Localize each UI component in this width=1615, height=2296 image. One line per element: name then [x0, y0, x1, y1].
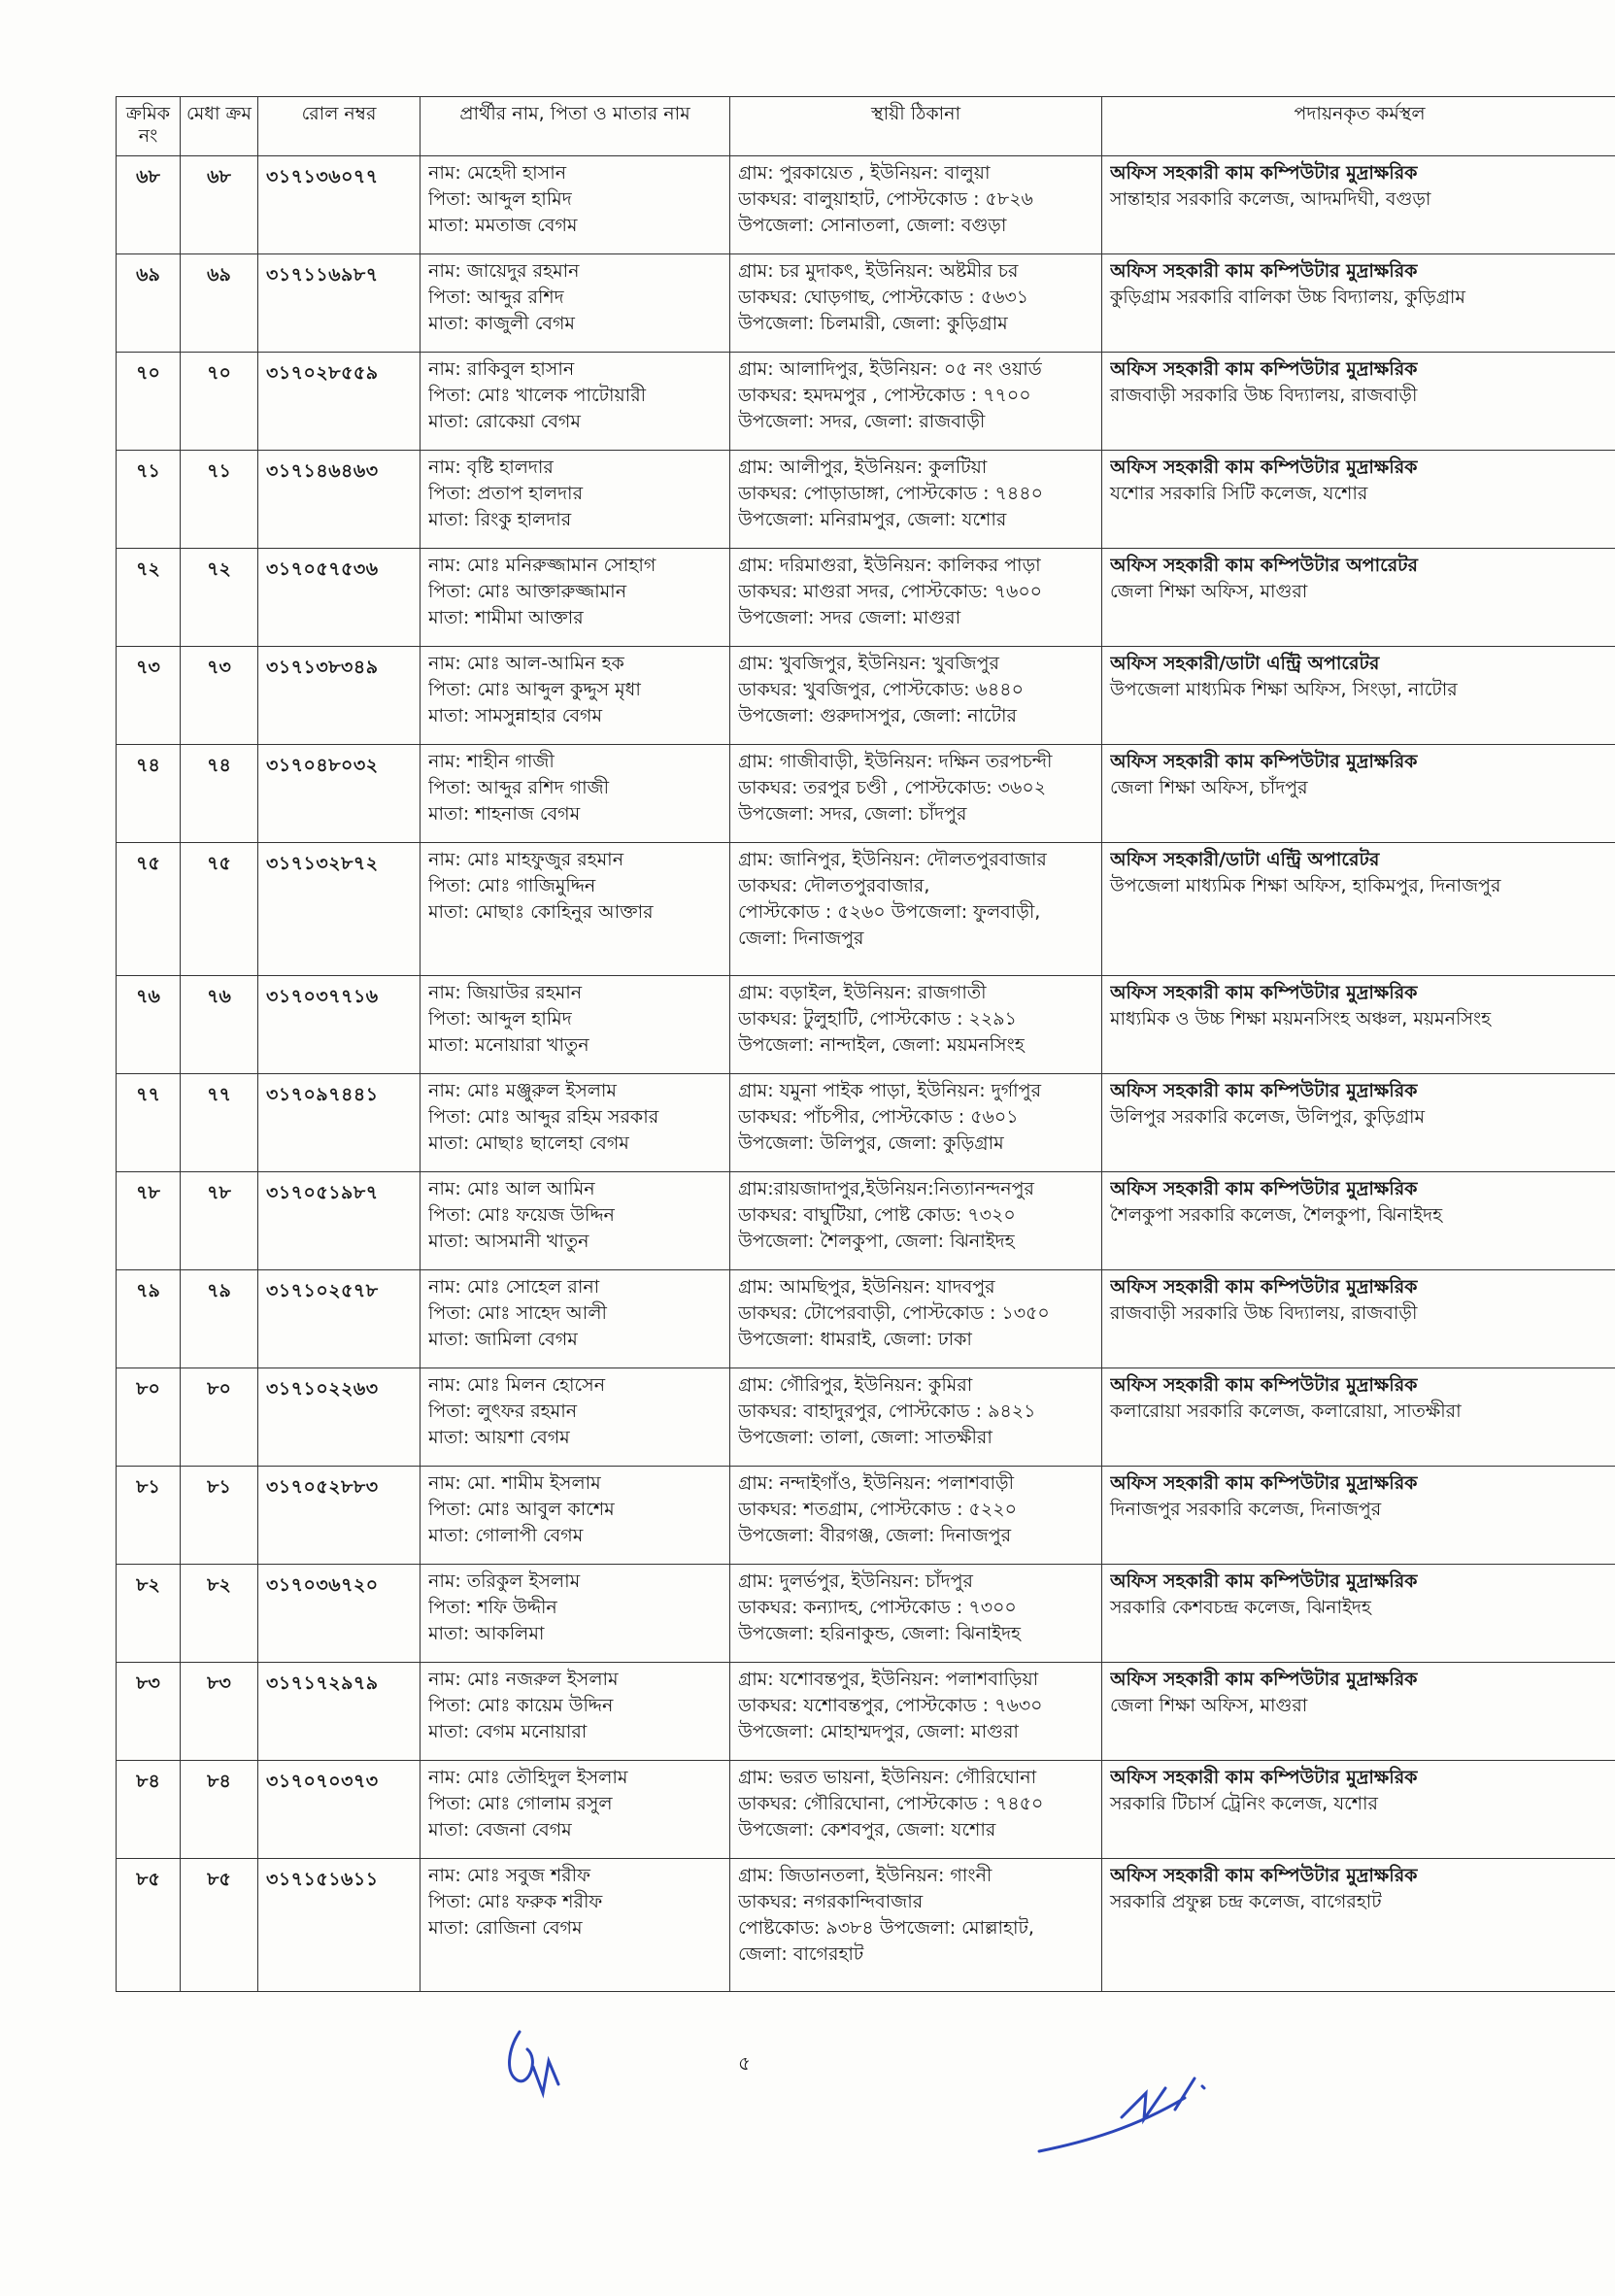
- name-line: নাম: রাকিবুল হাসান: [428, 358, 575, 380]
- posting-place: সরকারি টিচার্স ট্রেনিং কলেজ, যশোর: [1110, 1793, 1379, 1814]
- name-line: পিতা: মোঃ গোলাম রসুল: [428, 1793, 613, 1814]
- merit-cell: ৭৬: [181, 976, 258, 1074]
- serial-cell: ৭০: [117, 353, 181, 451]
- header-serial: ক্রমিক নং: [117, 97, 181, 156]
- merit-cell: ৮২: [181, 1565, 258, 1663]
- name-line: পিতা: মোঃ ফয়েজ উদ্দিন: [428, 1204, 615, 1226]
- posting-title: অফিস সহকারী কাম কম্পিউটার মুদ্রাক্ষরিক: [1110, 162, 1418, 184]
- signature-right: [1029, 2059, 1224, 2166]
- address-line: ডাকঘর: টুলুহাটি, পোস্টকোড : ২২৯১: [738, 1008, 1017, 1030]
- name-line: মাতা: মোছাঃ কোহিনুর আক্তার: [428, 901, 654, 923]
- address-line: গ্রাম: যমুনা পাইক পাড়া, ইউনিয়ন: দুর্গাপুর: [738, 1080, 1042, 1101]
- serial-cell: ৮০: [117, 1368, 181, 1467]
- name-line: নাম: মোঃ সবুজ শরীফ: [428, 1865, 590, 1886]
- page-number: ৫: [738, 2051, 751, 2075]
- serial-cell: ৮১: [117, 1467, 181, 1565]
- posting-title: অফিস সহকারী/ডাটা এন্ট্রি অপারেটর: [1110, 653, 1380, 674]
- address-cell: [730, 843, 1102, 976]
- posting-place: মাধ্যমিক ও উচ্চ শিক্ষা ময়মনসিংহ অঞ্চল, ময়মনসিংহ: [1110, 1008, 1492, 1030]
- name-line: নাম: বৃষ্টি হালদার: [428, 456, 554, 478]
- name-line: নাম: মোঃ মাহফুজুর রহমান: [428, 849, 624, 870]
- address-line: উপজেলা: চিলমারী, জেলা: কুড়িগ্রাম: [738, 313, 1008, 334]
- posting-cell: [1102, 976, 1615, 1074]
- table-row: [117, 156, 1615, 254]
- posting-cell: [1102, 451, 1615, 549]
- name-line: মাতা: বেগম মনোয়ারা: [428, 1721, 588, 1742]
- merit-cell: ৬৮: [181, 156, 258, 254]
- name-line: মাতা: শাহনাজ বেগম: [428, 803, 581, 825]
- posting-title: অফিস সহকারী কাম কম্পিউটার মুদ্রাক্ষরিক: [1110, 1472, 1418, 1494]
- address-line: গ্রাম: দুলর্ভপুর, ইউনিয়ন: চাঁদপুর: [738, 1570, 973, 1592]
- address-cell: [730, 1467, 1102, 1565]
- address-line: গ্রাম: চর মুদাকৎ, ইউনিয়ন: অষ্টমীর চর: [738, 260, 1019, 282]
- address-line: উপজেলা: সদর জেলা: মাগুরা: [738, 607, 961, 628]
- name-line: নাম: মো. শামীম ইসলাম: [428, 1472, 601, 1494]
- address-line: গ্রাম: জিডানতলা, ইউনিয়ন: গাংনী: [738, 1865, 993, 1886]
- table-row: [117, 451, 1615, 549]
- posting-title: অফিস সহকারী কাম কম্পিউটার মুদ্রাক্ষরিক: [1110, 1570, 1418, 1592]
- serial-cell: ৮২: [117, 1565, 181, 1663]
- merit-cell: ৭২: [181, 549, 258, 647]
- header-name: প্রার্থীর নাম, পিতা ও মাতার নাম: [421, 97, 730, 156]
- serial-cell: ৭৩: [117, 647, 181, 745]
- posting-cell: [1102, 647, 1615, 745]
- posting-place: রাজবাড়ী সরকারি উচ্চ বিদ্যালয়, রাজবাড়ী: [1110, 1302, 1418, 1324]
- name-cell: [421, 254, 730, 353]
- address-cell: [730, 1368, 1102, 1467]
- address-cell: [730, 647, 1102, 745]
- posting-place: জেলা শিক্ষা অফিস, চাঁদপুর: [1110, 777, 1308, 798]
- table-row: [117, 976, 1615, 1074]
- posting-cell: [1102, 1761, 1615, 1859]
- posting-cell: [1102, 1565, 1615, 1663]
- name-line: পিতা: প্রতাপ হালদার: [428, 483, 584, 504]
- name-line: মাতা: জামিলা বেগম: [428, 1329, 578, 1350]
- address-line: উপজেলা: মোহাম্মদপুর, জেলা: মাগুরা: [738, 1721, 1019, 1742]
- address-cell: [730, 549, 1102, 647]
- name-cell: [421, 745, 730, 843]
- name-line: পিতা: মোঃ কায়েম উদ্দিন: [428, 1695, 614, 1716]
- posting-title: অফিস সহকারী কাম কম্পিউটার মুদ্রাক্ষরিক: [1110, 1669, 1418, 1690]
- address-line: উপজেলা: মনিরামপুর, জেলা: যশোর: [738, 509, 1007, 530]
- name-cell: [421, 353, 730, 451]
- name-line: নাম: মোঃ মঞ্জুরুল ইসলাম: [428, 1080, 617, 1101]
- table-row: [117, 549, 1615, 647]
- table-row: [117, 1663, 1615, 1761]
- name-line: পিতা: মোঃ গাজিমুদ্দিন: [428, 875, 596, 896]
- header-merit: মেধা ক্রম: [181, 97, 258, 156]
- posting-cell: [1102, 254, 1615, 353]
- name-cell: [421, 451, 730, 549]
- serial-cell: ৭৯: [117, 1270, 181, 1368]
- address-line: উপজেলা: কেশবপুর, জেলা: যশোর: [738, 1819, 996, 1840]
- name-cell: [421, 647, 730, 745]
- name-line: নাম: মোঃ মিলন হোসেন: [428, 1374, 606, 1396]
- address-cell: [730, 1663, 1102, 1761]
- address-line: ডাকঘর: কন্যাদহ, পোস্টকোড : ৭৩০০: [738, 1597, 1017, 1618]
- name-cell: [421, 1859, 730, 1992]
- name-cell: [421, 1565, 730, 1663]
- name-cell: [421, 549, 730, 647]
- posting-place: শৈলকুপা সরকারি কলেজ, শৈলকুপা, ঝিনাইদহ: [1110, 1204, 1443, 1226]
- address-line: ডাকঘর: গৌরিঘোনা, পোস্টকোড : ৭৪৫০: [738, 1793, 1044, 1814]
- posting-cell: [1102, 1074, 1615, 1172]
- name-line: পিতা: মোঃ ফরুক শরীফ: [428, 1891, 603, 1912]
- posting-cell: [1102, 549, 1615, 647]
- merit-cell: ৮১: [181, 1467, 258, 1565]
- signature-left: [490, 2020, 578, 2103]
- posting-cell: [1102, 1859, 1615, 1992]
- address-cell: [730, 156, 1102, 254]
- name-line: পিতা: আব্দুর রশিদ: [428, 287, 564, 308]
- address-line: উপজেলা: সদর, জেলা: চাঁদপুর: [738, 803, 967, 825]
- posting-place: জেলা শিক্ষা অফিস, মাগুরা: [1110, 1695, 1308, 1716]
- name-line: পিতা: মোঃ আব্দুল কুদ্দুস মৃধা: [428, 679, 641, 700]
- address-line: গ্রাম: খুবজিপুর, ইউনিয়ন: খুবজিপুর: [738, 653, 999, 674]
- merit-cell: ৭৮: [181, 1172, 258, 1270]
- roll-cell: ৩১৭১১৬৯৮৭: [258, 254, 421, 353]
- posting-place: সরকারি কেশবচন্দ্র কলেজ, ঝিনাইদহ: [1110, 1597, 1371, 1618]
- address-line: উপজেলা: গুরুদাসপুর, জেলা: নাটোর: [738, 705, 1017, 726]
- name-line: নাম: মোঃ মনিরুজ্জামান সোহাগ: [428, 555, 656, 576]
- name-cell: [421, 1270, 730, 1368]
- merit-cell: ৭৩: [181, 647, 258, 745]
- posting-place: জেলা শিক্ষা অফিস, মাগুরা: [1110, 581, 1308, 602]
- table-row: [117, 353, 1615, 451]
- address-cell: [730, 451, 1102, 549]
- name-line: নাম: মোঃ সোহেল রানা: [428, 1276, 600, 1298]
- address-cell: [730, 1859, 1102, 1992]
- posting-cell: [1102, 1663, 1615, 1761]
- address-line: গ্রাম: পুরকায়েত , ইউনিয়ন: বালুয়া: [738, 162, 991, 184]
- table-row: [117, 647, 1615, 745]
- address-line: গ্রাম: জানিপুর, ইউনিয়ন: দৌলতপুরবাজার: [738, 849, 1047, 870]
- name-line: পিতা: লুৎফর রহমান: [428, 1401, 578, 1422]
- address-line: গ্রাম: দরিমাগুরা, ইউনিয়ন: কালিকর পাড়া: [738, 555, 1041, 576]
- name-line: নাম: মোঃ তৌহিদুল ইসলাম: [428, 1767, 628, 1788]
- serial-cell: ৭৭: [117, 1074, 181, 1172]
- name-line: মাতা: সামসুন্নাহার বেগম: [428, 705, 603, 726]
- posting-cell: [1102, 1368, 1615, 1467]
- posting-title: অফিস সহকারী কাম কম্পিউটার অপারেটর: [1110, 555, 1418, 576]
- table-row: [117, 1761, 1615, 1859]
- name-cell: [421, 1172, 730, 1270]
- roll-cell: ৩১৭০৪৮০৩২: [258, 745, 421, 843]
- name-line: নাম: জায়েদুর রহমান: [428, 260, 580, 282]
- serial-cell: ৮৫: [117, 1859, 181, 1992]
- merit-cell: ৭৭: [181, 1074, 258, 1172]
- address-line: ডাকঘর: নগরকান্দিবাজার: [738, 1891, 924, 1912]
- name-line: মাতা: মোছাঃ ছালেহা বেগম: [428, 1132, 629, 1154]
- address-cell: [730, 1565, 1102, 1663]
- table-row: [117, 1565, 1615, 1663]
- address-line: ডাকঘর: বাঘুটিয়া, পোষ্ট কোড: ৭৩২০: [738, 1204, 1016, 1226]
- name-line: মাতা: রিংকু হালদার: [428, 509, 572, 530]
- header-posting: পদায়নকৃত কর্মস্থল: [1102, 97, 1615, 156]
- posting-cell: [1102, 156, 1615, 254]
- posting-cell: [1102, 843, 1615, 976]
- address-line: ডাকঘর: টোপেরবাড়ী, পোস্টকোড : ১৩৫০: [738, 1302, 1050, 1324]
- name-line: পিতা: মোঃ আব্দুর রহিম সরকার: [428, 1106, 659, 1128]
- address-line: উপজেলা: ধামরাই, জেলা: ঢাকা: [738, 1329, 972, 1350]
- merit-cell: ৭৪: [181, 745, 258, 843]
- posting-title: অফিস সহকারী কাম কম্পিউটার মুদ্রাক্ষরিক: [1110, 1767, 1418, 1788]
- address-line: গ্রাম: আলীপুর, ইউনিয়ন: কুলটিয়া: [738, 456, 988, 478]
- address-line: ডাকঘর: শতগ্রাম, পোস্টকোড : ৫২২০: [738, 1499, 1017, 1520]
- address-line: ডাকঘর: খুবজিপুর, পোস্টকোড: ৬৪৪০: [738, 679, 1024, 700]
- name-line: মাতা: আয়শা বেগম: [428, 1427, 570, 1448]
- address-line: ডাকঘর: মাগুরা সদর, পোস্টকোড: ৭৬০০: [738, 581, 1043, 602]
- name-line: নাম: মোঃ আল আমিন: [428, 1178, 595, 1199]
- address-line: ডাকঘর: বাহাদুরপুর, পোস্টকোড : ৯৪২১: [738, 1401, 1036, 1422]
- posting-place: সান্তাহার সরকারি কলেজ, আদমদিঘী, বগুড়া: [1110, 188, 1431, 210]
- name-line: মাতা: আসমানী খাতুন: [428, 1231, 589, 1252]
- address-line: পোস্টকোড : ৫২৬০ উপজেলা: ফুলবাড়ী,: [738, 901, 1041, 923]
- name-line: মাতা: শামীমা আক্তার: [428, 607, 584, 628]
- address-line: উপজেলা: বীরগঞ্জ, জেলা: দিনাজপুর: [738, 1525, 1012, 1546]
- name-line: পিতা: আব্দুল হামিদ: [428, 188, 572, 210]
- name-line: মাতা: মনোয়ারা খাতুন: [428, 1034, 589, 1056]
- roll-cell: ৩১৭০৫১৯৮৭: [258, 1172, 421, 1270]
- name-line: নাম: মোঃ নজরুল ইসলাম: [428, 1669, 619, 1690]
- header-address: স্থায়ী ঠিকানা: [730, 97, 1102, 156]
- posting-place: কুড়িগ্রাম সরকারি বালিকা উচ্চ বিদ্যালয়, কুড়িগ্রাম: [1110, 287, 1465, 308]
- name-line: নাম: মেহেদী হাসান: [428, 162, 567, 184]
- posting-title: অফিস সহকারী কাম কম্পিউটার মুদ্রাক্ষরিক: [1110, 1276, 1418, 1298]
- name-line: নাম: জিয়াউর রহমান: [428, 982, 583, 1003]
- name-line: পিতা: মোঃ আক্তারুজ্জামান: [428, 581, 627, 602]
- address-line: ডাকঘর: দৌলতপুরবাজার,: [738, 875, 930, 896]
- name-line: নাম: মোঃ আল-আমিন হক: [428, 653, 624, 674]
- posting-place: উপজেলা মাধ্যমিক শিক্ষা অফিস, হাকিমপুর, দিনাজপুর: [1110, 875, 1501, 896]
- posting-title: অফিস সহকারী কাম কম্পিউটার মুদ্রাক্ষরিক: [1110, 982, 1418, 1003]
- serial-cell: ৭৪: [117, 745, 181, 843]
- posting-place: দিনাজপুর সরকারি কলেজ, দিনাজপুর: [1110, 1499, 1382, 1520]
- address-line: উপজেলা: তালা, জেলা: সাতক্ষীরা: [738, 1427, 993, 1448]
- address-line: উপজেলা: নান্দাইল, জেলা: ময়মনসিংহ: [738, 1034, 1025, 1056]
- name-cell: [421, 1074, 730, 1172]
- posting-title: অফিস সহকারী/ডাটা এন্ট্রি অপারেটর: [1110, 849, 1380, 870]
- name-line: পিতা: মোঃ সাহেদ আলী: [428, 1302, 607, 1324]
- roll-cell: ৩১৭০২৮৫৫৯: [258, 353, 421, 451]
- table-row: [117, 1859, 1615, 1992]
- address-line: উপজেলা: উলিপুর, জেলা: কুড়িগ্রাম: [738, 1132, 1004, 1154]
- address-line: গ্রাম: গাজীবাড়ী, ইউনিয়ন: দক্ষিন তরপচন্দী: [738, 751, 1053, 772]
- address-line: গ্রাম: গৌরিপুর, ইউনিয়ন: কুমিরা: [738, 1374, 973, 1396]
- posting-place: রাজবাড়ী সরকারি উচ্চ বিদ্যালয়, রাজবাড়ী: [1110, 385, 1418, 406]
- merit-cell: ৭০: [181, 353, 258, 451]
- address-line: জেলা: দিনাজপুর: [738, 928, 864, 949]
- address-line: ডাকঘর: পোড়াডাঙ্গা, পোস্টকোড : ৭৪৪০: [738, 483, 1043, 504]
- posting-title: অফিস সহকারী কাম কম্পিউটার মুদ্রাক্ষরিক: [1110, 358, 1418, 380]
- address-line: উপজেলা: সদর, জেলা: রাজবাড়ী: [738, 411, 986, 432]
- name-line: পিতা: মোঃ আবুল কাশেম: [428, 1499, 615, 1520]
- name-line: পিতা: আব্দুল হামিদ: [428, 1008, 572, 1030]
- roll-cell: ৩১৭১৫১৬১১: [258, 1859, 421, 1992]
- name-cell: [421, 1467, 730, 1565]
- address-line: ডাকঘর: পাঁচপীর, পোস্টকোড : ৫৬০১: [738, 1106, 1019, 1128]
- address-cell: [730, 1270, 1102, 1368]
- serial-cell: ৭৮: [117, 1172, 181, 1270]
- table-body: [117, 156, 1615, 1992]
- merit-cell: ৭৯: [181, 1270, 258, 1368]
- name-line: মাতা: কাজুলী বেগম: [428, 313, 575, 334]
- merit-cell: ৮০: [181, 1368, 258, 1467]
- name-line: মাতা: গোলাপী বেগম: [428, 1525, 584, 1546]
- address-line: গ্রাম: আমছিপুর, ইউনিয়ন: যাদবপুর: [738, 1276, 995, 1298]
- posting-title: অফিস সহকারী কাম কম্পিউটার মুদ্রাক্ষরিক: [1110, 1374, 1418, 1396]
- posting-cell: [1102, 745, 1615, 843]
- roll-cell: ৩১৭১৩৬০৭৭: [258, 156, 421, 254]
- address-cell: [730, 1761, 1102, 1859]
- roll-cell: ৩১৭১০২২৬৩: [258, 1368, 421, 1467]
- serial-cell: ৬৯: [117, 254, 181, 353]
- name-line: মাতা: রোজিনা বেগম: [428, 1917, 583, 1939]
- name-line: পিতা: মোঃ খালেক পাটোয়ারী: [428, 385, 647, 406]
- roll-cell: ৩১৭০৫২৮৮৩: [258, 1467, 421, 1565]
- posting-title: অফিস সহকারী কাম কম্পিউটার মুদ্রাক্ষরিক: [1110, 456, 1418, 478]
- address-line: ডাকঘর: যশোবন্তপুর, পোস্টকোড : ৭৬৩০: [738, 1695, 1043, 1716]
- address-line: ডাকঘর: ঘোড়গাছ, পোস্টকোড : ৫৬৩১: [738, 287, 1029, 308]
- address-line: উপজেলা: শৈলকুপা, জেলা: ঝিনাইদহ: [738, 1231, 1015, 1252]
- table-row: [117, 1368, 1615, 1467]
- name-line: মাতা: বেজনা বেগম: [428, 1819, 572, 1840]
- table-header-row: [117, 97, 1615, 156]
- address-line: ডাকঘর: তরপুর চণ্ডী , পোস্টকোড: ৩৬০২: [738, 777, 1047, 798]
- posting-place: যশোর সরকারি সিটি কলেজ, যশোর: [1110, 483, 1368, 504]
- posting-title: অফিস সহকারী কাম কম্পিউটার মুদ্রাক্ষরিক: [1110, 260, 1418, 282]
- name-line: নাম: শাহীন গাজী: [428, 751, 555, 772]
- address-line: গ্রাম: আলাদিপুর, ইউনিয়ন: ০৫ নং ওয়ার্ড: [738, 358, 1042, 380]
- name-cell: [421, 976, 730, 1074]
- posting-cell: [1102, 353, 1615, 451]
- serial-cell: ৭৫: [117, 843, 181, 976]
- table-row: [117, 1467, 1615, 1565]
- table-row: [117, 745, 1615, 843]
- table-row: [117, 843, 1615, 976]
- serial-cell: ৭১: [117, 451, 181, 549]
- roll-cell: ৩১৭০৯৭৪৪১: [258, 1074, 421, 1172]
- address-line: গ্রাম: যশোবন্তপুর, ইউনিয়ন: পলাশবাড়িয়া: [738, 1669, 1039, 1690]
- posting-title: অফিস সহকারী কাম কম্পিউটার মুদ্রাক্ষরিক: [1110, 751, 1418, 772]
- address-line: গ্রাম: ভরত ভায়না, ইউনিয়ন: গৌরিঘোনা: [738, 1767, 1037, 1788]
- address-line: জেলা: বাগেরহাট: [738, 1943, 864, 1965]
- merit-cell: ৮৫: [181, 1859, 258, 1992]
- posting-cell: [1102, 1172, 1615, 1270]
- address-line: গ্রাম: নন্দাইগাঁও, ইউনিয়ন: পলাশবাড়ী: [738, 1472, 1015, 1494]
- address-line: উপজেলা: হরিনাকুন্ড, জেলা: ঝিনাইদহ: [738, 1623, 1022, 1644]
- address-cell: [730, 976, 1102, 1074]
- serial-cell: ৮৩: [117, 1663, 181, 1761]
- serial-cell: ৭৬: [117, 976, 181, 1074]
- serial-cell: ৮৪: [117, 1761, 181, 1859]
- posting-place: উপজেলা মাধ্যমিক শিক্ষা অফিস, সিংড়া, নাটোর: [1110, 679, 1458, 700]
- name-cell: [421, 1368, 730, 1467]
- name-line: মাতা: মমতাজ বেগম: [428, 215, 578, 236]
- address-line: ডাকঘর: হমদমপুর , পোস্টকোড : ৭৭০০: [738, 385, 1031, 406]
- table-row: [117, 1074, 1615, 1172]
- name-line: পিতা: শফি উদ্দীন: [428, 1597, 557, 1618]
- name-cell: [421, 843, 730, 976]
- merit-cell: ৬৯: [181, 254, 258, 353]
- roll-cell: ৩১৭১৪৬৪৬৩: [258, 451, 421, 549]
- posting-title: অফিস সহকারী কাম কম্পিউটার মুদ্রাক্ষরিক: [1110, 1080, 1418, 1101]
- roll-cell: ৩১৭১৩৮৩৪৯: [258, 647, 421, 745]
- roll-cell: ৩১৭০৭০৩৭৩: [258, 1761, 421, 1859]
- merit-cell: ৮৩: [181, 1663, 258, 1761]
- table-row: [117, 1172, 1615, 1270]
- roll-cell: ৩১৭০৩৭৭১৬: [258, 976, 421, 1074]
- posting-title: অফিস সহকারী কাম কম্পিউটার মুদ্রাক্ষরিক: [1110, 1865, 1418, 1886]
- address-cell: [730, 1074, 1102, 1172]
- serial-cell: ৭২: [117, 549, 181, 647]
- posting-place: উলিপুর সরকারি কলেজ, উলিপুর, কুড়িগ্রাম: [1110, 1106, 1426, 1128]
- table-row: [117, 1270, 1615, 1368]
- posting-place: কলারোয়া সরকারি কলেজ, কলারোয়া, সাতক্ষীরা: [1110, 1401, 1462, 1422]
- name-cell: [421, 1761, 730, 1859]
- address-cell: [730, 1172, 1102, 1270]
- name-cell: [421, 156, 730, 254]
- roll-cell: ৩১৭০৫৭৫৩৬: [258, 549, 421, 647]
- posting-title: অফিস সহকারী কাম কম্পিউটার মুদ্রাক্ষরিক: [1110, 1178, 1418, 1199]
- address-cell: [730, 745, 1102, 843]
- serial-cell: ৬৮: [117, 156, 181, 254]
- header-roll: রোল নম্বর: [258, 97, 421, 156]
- posting-cell: [1102, 1467, 1615, 1565]
- name-line: পিতা: আব্দুর রশিদ গাজী: [428, 777, 610, 798]
- name-line: নাম: তরিকুল ইসলাম: [428, 1570, 581, 1592]
- merit-cell: ৮৪: [181, 1761, 258, 1859]
- merit-cell: ৭১: [181, 451, 258, 549]
- roll-cell: ৩১৭১৭২৯৭৯: [258, 1663, 421, 1761]
- roll-cell: ৩১৭০৩৬৭২০: [258, 1565, 421, 1663]
- name-line: মাতা: আকলিমা: [428, 1623, 545, 1644]
- merit-cell: ৭৫: [181, 843, 258, 976]
- address-line: উপজেলা: সোনাতলা, জেলা: বগুড়া: [738, 215, 1007, 236]
- address-cell: [730, 353, 1102, 451]
- name-cell: [421, 1663, 730, 1761]
- address-line: পোষ্টকোড: ৯৩৮৪ উপজেলা: মোল্লাহাট,: [738, 1917, 1034, 1939]
- address-line: গ্রাম: বড়াইল, ইউনিয়ন: রাজগাতী: [738, 982, 987, 1003]
- posting-place: সরকারি প্রফুল্ল চন্দ্র কলেজ, বাগেরহাট: [1110, 1891, 1382, 1912]
- roll-cell: ৩১৭১০২৫৭৮: [258, 1270, 421, 1368]
- posting-cell: [1102, 1270, 1615, 1368]
- address-line: গ্রাম:রায়জাদাপুর,ইউনিয়ন:নিত্যানন্দনপুর: [738, 1178, 1034, 1199]
- appointment-table: [116, 96, 1615, 1992]
- address-line: ডাকঘর: বালুয়াহাট, পোস্টকোড : ৫৮২৬: [738, 188, 1033, 210]
- address-cell: [730, 254, 1102, 353]
- name-line: মাতা: রোকেয়া বেগম: [428, 411, 581, 432]
- roll-cell: ৩১৭১৩২৮৭২: [258, 843, 421, 976]
- table-row: [117, 254, 1615, 353]
